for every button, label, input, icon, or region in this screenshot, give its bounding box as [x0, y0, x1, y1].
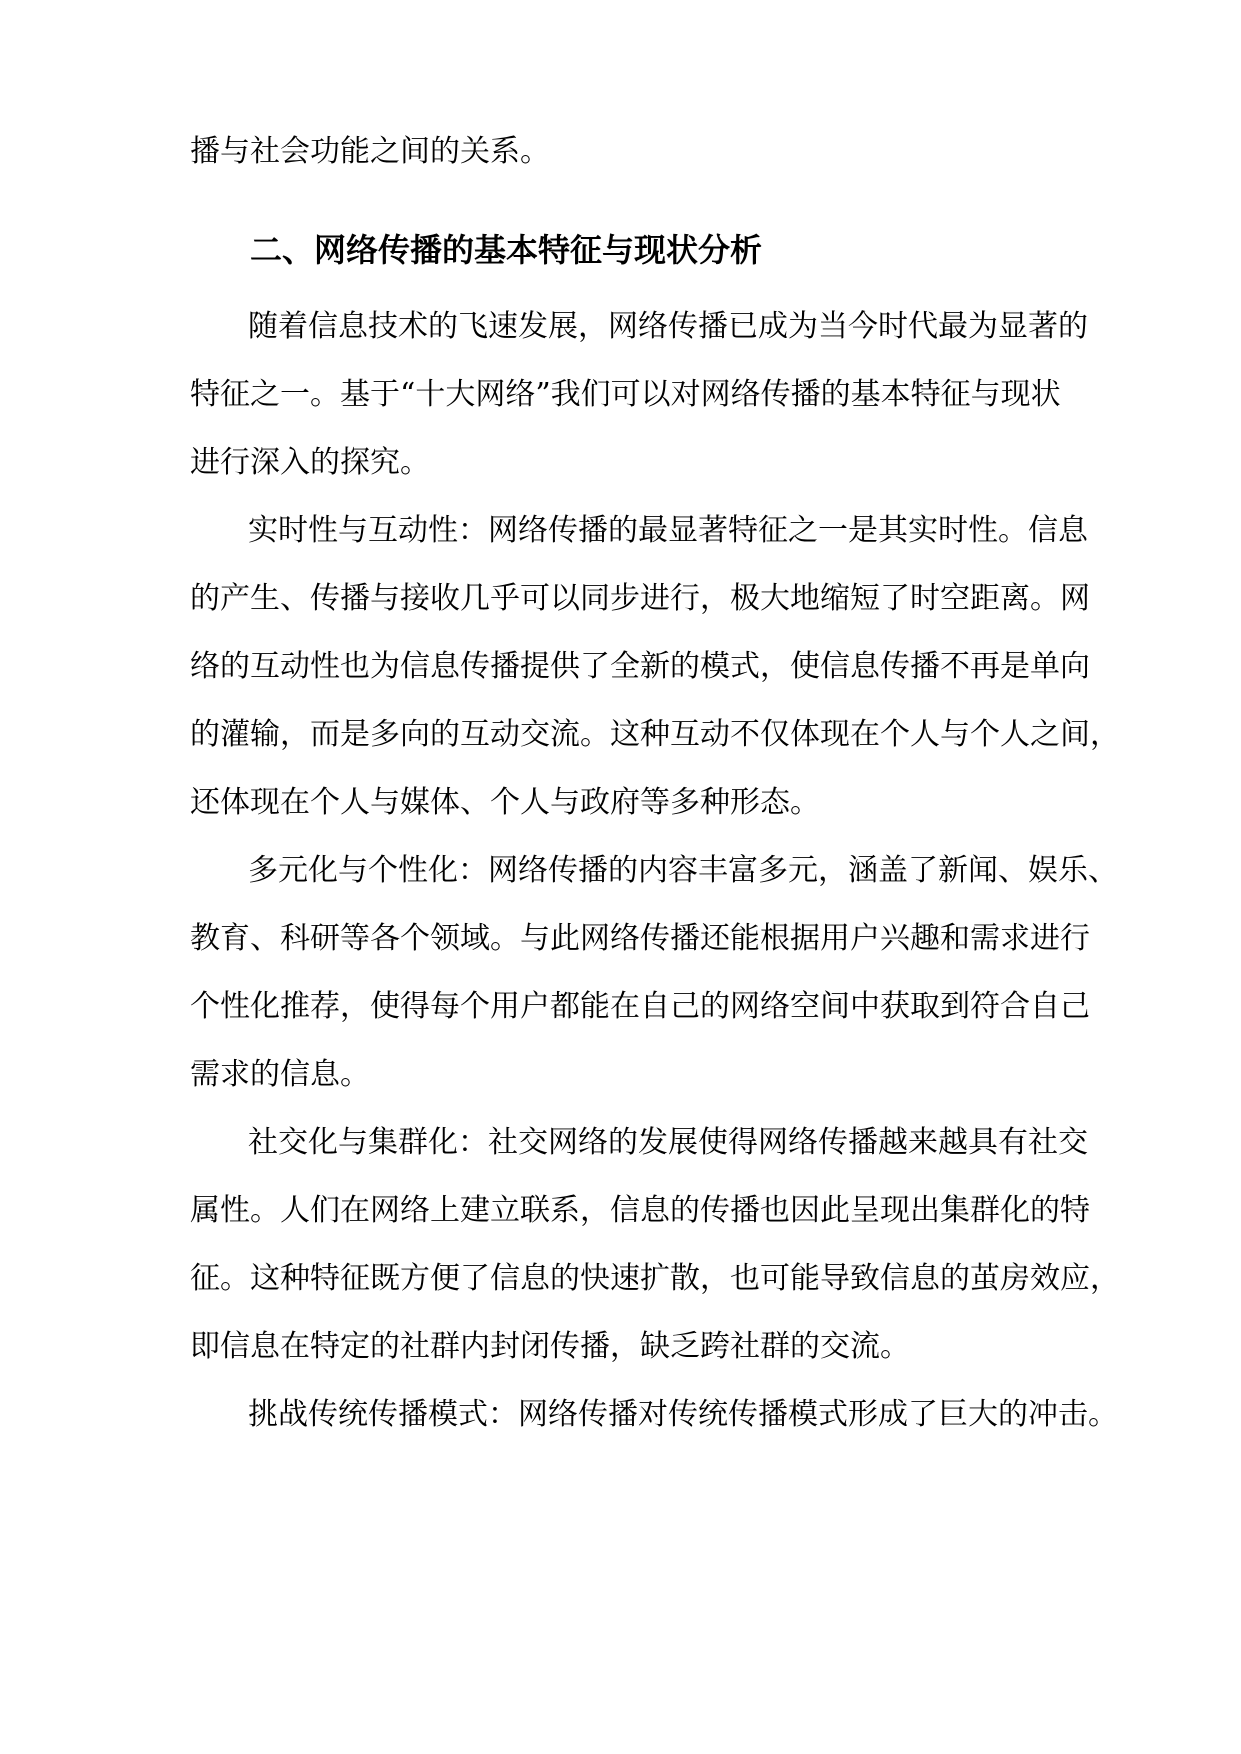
- paragraph-3-line-2: 教育、科研等各个领域。与此网络传播还能根据用户兴趣和需求进行: [190, 921, 1090, 956]
- paragraph-2-line-3: 络的互动性也为信息传播提供了全新的模式，使信息传播不再是单向: [190, 649, 1090, 684]
- paragraph-3-line-4: 需求的信息。: [190, 1057, 370, 1092]
- paragraph-1-line-3: 进行深入的探究。: [190, 445, 430, 480]
- paragraph-5-line-1: 挑战传统传播模式：网络传播对传统传播模式形成了巨大的冲击。: [248, 1397, 1118, 1432]
- continuation-line: 播与社会功能之间的关系。: [190, 134, 550, 169]
- paragraph-4-line-4: 即信息在特定的社群内封闭传播，缺乏跨社群的交流。: [190, 1329, 910, 1364]
- paragraph-4-line-2: 属性。人们在网络上建立联系，信息的传播也因此呈现出集群化的特: [190, 1193, 1090, 1228]
- section-heading: 二、网络传播的基本特征与现状分析: [250, 231, 763, 269]
- paragraph-2-line-2: 的产生、传播与接收几乎可以同步进行，极大地缩短了时空距离。网: [190, 581, 1090, 616]
- paragraph-1-line-2: 特征之一。基于“十大网络”我们可以对网络传播的基本特征与现状: [190, 377, 1061, 412]
- paragraph-2-line-1: 实时性与互动性：网络传播的最显著特征之一是其实时性。信息: [248, 513, 1088, 548]
- paragraph-3-line-1: 多元化与个性化：网络传播的内容丰富多元，涵盖了新闻、娱乐、: [248, 853, 1118, 888]
- paragraph-4-line-3: 征。这种特征既方便了信息的快速扩散，也可能导致信息的茧房效应，: [190, 1261, 1120, 1296]
- paragraph-3-line-3: 个性化推荐，使得每个用户都能在自己的网络空间中获取到符合自己: [190, 989, 1090, 1024]
- paragraph-4-line-1: 社交化与集群化：社交网络的发展使得网络传播越来越具有社交: [248, 1125, 1088, 1160]
- paragraph-2-line-5: 还体现在个人与媒体、个人与政府等多种形态。: [190, 785, 820, 820]
- paragraph-1-line-1: 随着信息技术的飞速发展，网络传播已成为当今时代最为显著的: [248, 309, 1088, 344]
- paragraph-2-line-4: 的灌输，而是多向的互动交流。这种互动不仅体现在个人与个人之间，: [190, 717, 1120, 752]
